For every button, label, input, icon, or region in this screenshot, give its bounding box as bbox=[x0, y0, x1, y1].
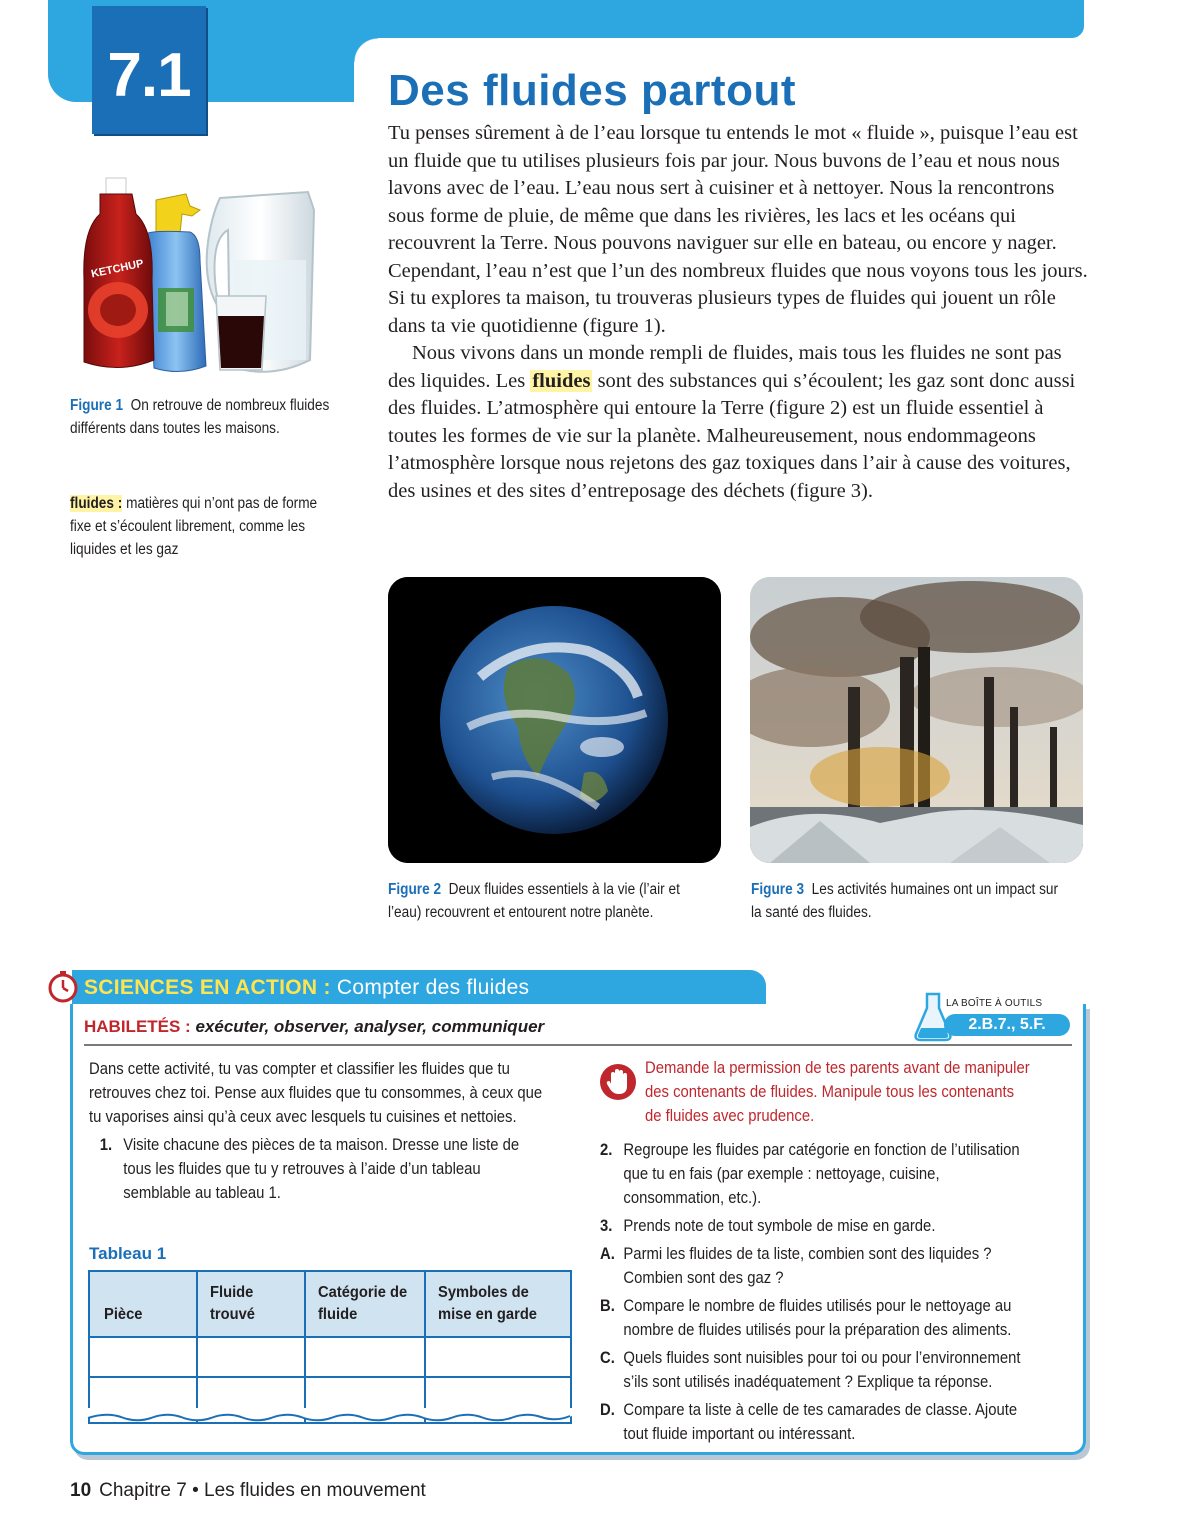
paragraph-2-start: Nous vivons dans un monde rempli de fluides, mais tous les fluides ne sont pas des liquides. Les bbox=[388, 342, 1062, 392]
factory-illustration bbox=[750, 577, 1083, 863]
step-number: 1. bbox=[99, 1136, 113, 1154]
figure-3-caption bbox=[751, 878, 1059, 924]
paragraph-2 bbox=[388, 340, 1088, 505]
figure-1-image bbox=[70, 170, 340, 390]
activity-step-1 bbox=[89, 1133, 548, 1205]
page-number: 10 bbox=[70, 1480, 92, 1501]
activity-question-a bbox=[600, 1242, 1030, 1290]
toolbox-label: LA BOÎTE À OUTILS bbox=[946, 998, 1043, 1009]
figure-1-caption-text: On retrouve de nombreux fluides différents dans toutes les maisons. bbox=[70, 397, 330, 437]
caution-note: Demande la permission de tes parents avant de manipuler des contenants de fluides. Manipule tous les contenants de fluides avec prudence. bbox=[645, 1059, 1030, 1125]
step-text: Visite chacune des pièces de ta maison. Dresse une liste de tous les fluides que tu y retrouves à l’aide d’un tableau semblable au tableau 1. bbox=[123, 1136, 520, 1202]
step-number: 2. bbox=[600, 1141, 613, 1159]
activity-intro: Dans cette activité, tu vas compter et classifier les fluides que tu retrouves chez toi. Pense aux fluides que tu consommes, à ceux que tu vaporises ainsi qu’à ceux avec lesquels tu cuisines et nettoies. bbox=[89, 1060, 543, 1126]
figure-3-image bbox=[750, 577, 1083, 863]
activity-right-column bbox=[600, 1056, 1030, 1450]
activity-question-b bbox=[600, 1294, 1030, 1342]
figure-2-caption bbox=[388, 878, 696, 924]
activity-left-column bbox=[89, 1057, 548, 1205]
table-1 bbox=[88, 1270, 572, 1424]
header-band-notch bbox=[354, 38, 378, 62]
table-torn-edge bbox=[86, 1408, 572, 1426]
step-text: Parmi les fluides de ta liste, combien sont des liquides ? Combien sont des gaz ? bbox=[623, 1245, 992, 1287]
figure-2-caption-text: Deux fluides essentiels à la vie (l’air et l’eau) recouvrent et entourent notre planète. bbox=[388, 881, 680, 921]
figure-1-caption bbox=[70, 394, 334, 440]
step-text: Quels fluides sont nuisibles pour toi ou pour l’environnement s’ils sont utilisés inadéquatement ? Explique ta réponse. bbox=[623, 1349, 1021, 1391]
step-number: B. bbox=[600, 1297, 615, 1315]
figure-2-image bbox=[388, 577, 721, 863]
skills-label: HABILETÉS : bbox=[84, 1017, 191, 1036]
footer-text: Chapitre 7 • Les fluides en mouvement bbox=[99, 1480, 426, 1501]
table-column-divider bbox=[304, 1272, 306, 1422]
figure-3-label: Figure 3 bbox=[751, 881, 805, 898]
paragraph-2-end: sont des substances qui s’écoulent; les gaz sont donc aussi des fluides. L’atmosphère qui entoure la Terre (figure 2) est un fluide essentiel à toutes les formes de vie sur la planète. Malheureusement, nous endommageons l’atmosphère lorsque nous rejetons des gaz toxiques dans l’air à cause des voitures, des usines et des sites d’entreposage des déchets (figure 3). bbox=[388, 369, 1076, 502]
table-column-divider bbox=[424, 1272, 426, 1422]
activity-step-3 bbox=[600, 1214, 1030, 1238]
table-header-cell: Fluide trouvé bbox=[210, 1284, 255, 1323]
stopwatch-icon bbox=[46, 970, 80, 1004]
figure-3-caption-text: Les activités humaines ont un impact sur la santé des fluides. bbox=[751, 881, 1059, 921]
section-number: 7.1 bbox=[92, 6, 206, 134]
ketchup-label: KETCHUP bbox=[90, 257, 145, 281]
skills-list: exécuter, observer, analyser, communiquer bbox=[195, 1017, 545, 1036]
table-column-divider bbox=[196, 1272, 198, 1422]
glossary-definition: matières qui n’ont pas de forme fixe et s’écoulent librement, comme les liquides et les gaz bbox=[70, 495, 318, 558]
step-text: Prends note de tout symbole de mise en garde. bbox=[623, 1217, 936, 1235]
earth-illustration bbox=[388, 577, 721, 863]
page-title: Des fluides partout bbox=[388, 66, 796, 115]
table-header-cell: Catégorie de fluide bbox=[318, 1284, 408, 1323]
table-row-divider bbox=[90, 1376, 570, 1378]
figure-2-label: Figure 2 bbox=[388, 881, 442, 898]
skills-line bbox=[84, 1017, 544, 1037]
table-header-cell: Pièce bbox=[104, 1306, 143, 1323]
step-number: A. bbox=[600, 1245, 615, 1263]
glossary-entry bbox=[70, 492, 334, 561]
activity-step-2 bbox=[600, 1138, 1030, 1210]
figure-1-label: Figure 1 bbox=[70, 397, 124, 414]
glossary-term: fluides : bbox=[70, 495, 123, 512]
toolbox-references: 2.B.7., 5.F. bbox=[944, 1014, 1070, 1036]
page-footer bbox=[70, 1480, 426, 1502]
step-number: C. bbox=[600, 1349, 615, 1367]
step-text: Regroupe les fluides par catégorie en fonction de l’utilisation que tu en fais (par exemple : nettoyage, cuisine, consommation, etc.). bbox=[623, 1141, 1020, 1207]
step-text: Compare le nombre de fluides utilisés pour le nettoyage au nombre de fluides utilisés pour la préparation des aliments. bbox=[623, 1297, 1012, 1339]
activity-question-d bbox=[600, 1398, 1030, 1446]
activity-question-c bbox=[600, 1346, 1030, 1394]
activity-title bbox=[84, 976, 529, 1000]
step-number: D. bbox=[600, 1401, 615, 1419]
step-text: Compare ta liste à celle de tes camarades de classe. Ajoute tout fluide important ou intéressant. bbox=[623, 1401, 1018, 1443]
activity-title-main: SCIENCES EN ACTION : bbox=[84, 976, 331, 999]
highlighted-term: fluides bbox=[532, 369, 591, 392]
table-title: Tableau 1 bbox=[89, 1244, 167, 1263]
activity-subtitle: Compter des fluides bbox=[336, 976, 530, 999]
skills-divider bbox=[84, 1044, 1072, 1046]
paragraph-1: Tu penses sûrement à de l’eau lorsque tu entends le mot « fluide », puisque l’eau est un fluide que tu utilises plusieurs fois par jour. Nous buvons de l’eau et nous nous lavons avec de l’eau. L’eau nous sert à cuisiner et à nettoyer. Nous la rencontrons sous forme de pluie, de même que dans les rivières, les lacs et les océans qui recouvrent la Terre. Nous pouvons naviguer sur elle en bateau, ou encore y nager. Cependant, l’eau n’est que l’un des nombreux fluides que nous voyons tous les jours. Si tu explores ta maison, tu trouveras plusieurs types de fluides qui jouent un rôle dans ta vie quotidienne (figure 1). bbox=[388, 122, 1088, 337]
step-number: 3. bbox=[600, 1217, 613, 1235]
table-header-cell: Symboles de mise en garde bbox=[438, 1284, 538, 1323]
main-text bbox=[388, 120, 1088, 505]
